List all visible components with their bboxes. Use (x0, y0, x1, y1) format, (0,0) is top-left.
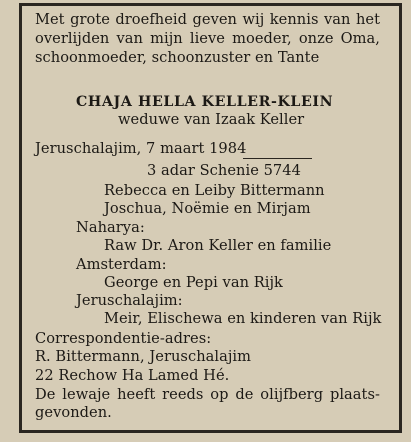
family-line: Rebecca en Leiby Bittermann (104, 182, 325, 199)
intro-line-1: Met grote droefheid geven wij kennis van het (35, 11, 380, 28)
family-line: George en Pepi van Rijk (104, 274, 283, 291)
family-location: Jeruschalajim: (76, 292, 183, 309)
intro-line-3: schoonmoeder, schoonzuster en Tante (35, 49, 320, 66)
family-location: Amsterdam: (76, 256, 167, 273)
deceased-name: CHAJA HELLA KELLER-KLEIN (76, 94, 334, 110)
closing-line-1: De lewaje heeft reeds op de olijfberg plaats- (35, 386, 380, 403)
widow-of-line: weduwe van Izaak Keller (118, 111, 305, 128)
date-divider (243, 158, 312, 159)
family-line: Meir, Elischewa en kinderen van Rijk (104, 310, 382, 327)
correspondence-street: 22 Rechow Ha Lamed Hé. (35, 367, 230, 384)
family-line: Joschua, Noëmie en Mirjam (104, 200, 311, 217)
hebrew-date-line: 3 adar Schenie 5744 (147, 162, 301, 179)
correspondence-label: Correspondentie-adres: (35, 330, 212, 347)
family-location: Naharya: (76, 219, 145, 236)
closing-line-2: gevonden. (35, 404, 112, 421)
intro-line-2: overlijden van mijn lieve moeder, onze Oma, (35, 30, 380, 47)
family-line: Raw Dr. Aron Keller en familie (104, 237, 332, 254)
correspondence-name-city: R. Bittermann, Jeruschalajim (35, 348, 252, 365)
place-date-line: Jeruschalajim, 7 maart 1984 (35, 140, 247, 157)
